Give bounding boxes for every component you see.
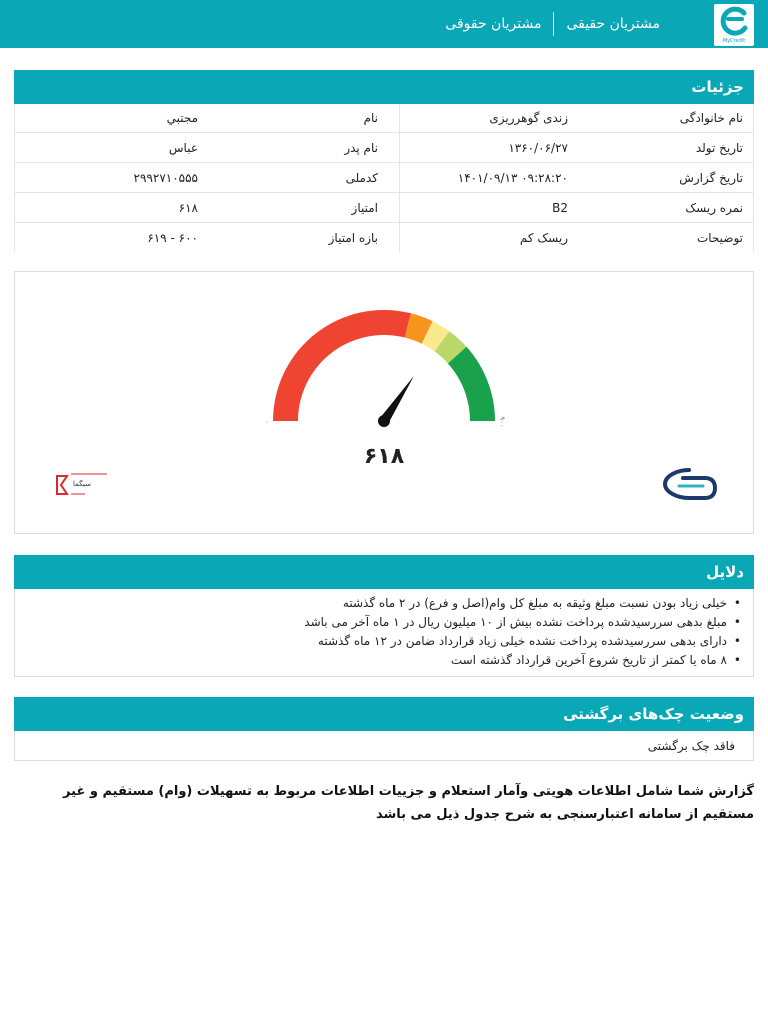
row-label: نمره ریسک	[685, 201, 743, 215]
row-label: امتیاز	[351, 201, 378, 215]
bounced-checks-header: وضعیت چک‌های برگشتی	[14, 697, 754, 731]
row-value: ۶۱۸	[178, 201, 198, 215]
gauge-band-0	[273, 310, 411, 421]
details-row	[15, 134, 753, 163]
customer-tabs	[433, 0, 672, 48]
row-label: نام	[363, 111, 378, 125]
gauge-needle	[378, 376, 414, 427]
score-gauge	[15, 272, 753, 533]
details-row	[15, 224, 753, 253]
tab-corporate-customers[interactable]: مشتریان حقوقی	[445, 16, 542, 32]
gauge-arcs	[273, 310, 495, 421]
needle-hub	[378, 415, 390, 427]
details-table	[14, 104, 754, 252]
tab-individual-customers[interactable]: مشتریان حقیقی	[566, 16, 660, 32]
gauge-min-label: ۰	[265, 418, 269, 426]
row-value: ۱۴۰۱/۰۹/۱۳ ۰۹:۲۸:۲۰	[457, 171, 568, 185]
row-label: بازه امتیاز	[328, 231, 378, 245]
row-value: ۱۳۶۰/۰۶/۲۷	[508, 141, 568, 155]
reason-item: • دارای بدهی سررسیدشده پرداخت نشده خیلی زیاد قرارداد ضامن در ۱۲ ماه گذشته	[15, 632, 743, 651]
gauge-band-4	[448, 347, 495, 421]
row-label: توضیحات	[696, 231, 743, 245]
row-value: ۲۹۹۲۷۱۰۵۵۵	[133, 171, 198, 185]
row-value: B2	[552, 201, 568, 215]
details-row	[15, 164, 753, 193]
row-value: عباس	[168, 141, 198, 155]
sigma-label: سیگما	[73, 480, 92, 488]
row-label: کدملی	[345, 171, 378, 185]
row-value: زندی گوهرریزی	[489, 111, 568, 125]
row-label: تاریخ گزارش	[679, 171, 743, 185]
row-value: ریسک کم	[519, 231, 568, 245]
logo-text: MyCredit	[722, 38, 746, 44]
mycredit-logo[interactable]	[714, 4, 754, 46]
sigma-logo	[57, 474, 107, 494]
gauge-score-value: ۶۱۸	[363, 444, 405, 469]
reasons-header: دلایل	[14, 555, 754, 589]
row-label: نام پدر	[344, 141, 378, 155]
top-bar	[0, 0, 768, 48]
reason-item: • مبلغ بدهی سررسیدشده پرداخت نشده بیش از ۱۰ میلیون ریال در ۱ ماه آخر می باشد	[15, 613, 743, 632]
details-row	[15, 194, 753, 223]
score-gauge-panel	[14, 271, 754, 534]
reason-item: • خیلی زیاد بودن نسبت مبلغ وثیقه به مبلغ کل وام(اصل و فرع) در ۲ ماه گذشته	[15, 594, 743, 613]
bounced-checks-status: فاقد چک برگشتی	[14, 731, 754, 761]
reasons-list	[14, 589, 754, 677]
report-description: گزارش شما شامل اطلاعات هویتی وآمار استعلام و جزییات اطلاعات مربوط به تسهیلات (وام) مستقیم و غیر مستقیم از سامانه اعتبارسنجی به شرح جدول ذیل می باشد	[63, 784, 754, 822]
gauge-max-label: ۹۰۰	[498, 416, 506, 428]
partner-logo-icon	[665, 470, 715, 498]
row-value: مجتبي	[166, 111, 198, 125]
sigma-icon	[57, 476, 67, 494]
mycredit-logo-icon	[714, 4, 754, 38]
row-label: تاریخ تولد	[695, 141, 743, 155]
details-row	[15, 104, 753, 133]
row-label: نام خانوادگی	[679, 111, 743, 125]
reason-item: • ۸ ماه یا کمتر از تاریخ شروع آخرین قرارداد گذشته است	[15, 651, 743, 670]
details-header: جزئیات	[14, 70, 754, 104]
row-value: ۶۰۰ - ۶۱۹	[147, 231, 198, 245]
tab-separator	[553, 12, 554, 36]
